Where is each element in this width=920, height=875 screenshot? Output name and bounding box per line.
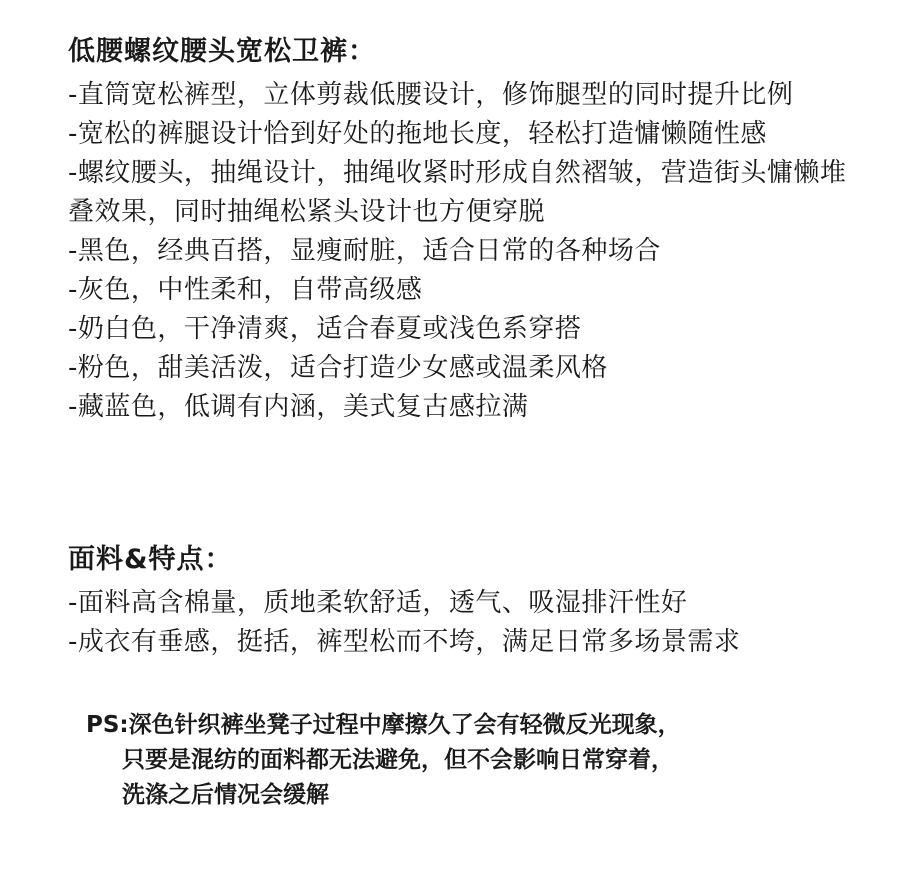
features-section bbox=[68, 34, 868, 427]
ps-note-line: 只要是混纺的面料都无法避免，但不会影响日常穿着， bbox=[122, 747, 674, 773]
features-list bbox=[68, 76, 868, 427]
ps-note bbox=[86, 708, 826, 813]
fabric-item: -面料高含棉量，质地柔软舒适，透气、吸湿排汗性好 bbox=[68, 588, 688, 618]
feature-item: -粉色，甜美活泼，适合打造少女感或温柔风格 bbox=[68, 353, 608, 383]
fabric-section bbox=[68, 542, 868, 662]
feature-item: -直筒宽松裤型，立体剪裁低腰设计，修饰腿型的同时提升比例 bbox=[68, 80, 794, 110]
feature-item: -黑色，经典百搭，显瘦耐脏，适合日常的各种场合 bbox=[68, 236, 661, 266]
fabric-list bbox=[68, 584, 868, 662]
feature-item: -宽松的裤腿设计恰到好处的拖地长度，轻松打造慵懒随性感 bbox=[68, 119, 767, 149]
feature-item: -螺纹腰头，抽绳设计，抽绳收紧时形成自然褶皱，营造街头慵懒堆叠效果，同时抽绳松紧头设计也方便穿脱 bbox=[68, 158, 847, 227]
feature-item: -灰色，中性柔和，自带高级感 bbox=[68, 275, 423, 305]
feature-item: -奶白色，干净清爽，适合春夏或浅色系穿搭 bbox=[68, 314, 582, 344]
fabric-title: 面料&特点： bbox=[68, 544, 233, 575]
ps-note-line: PS:深色针织裤坐凳子过程中摩擦久了会有轻微反光现象， bbox=[86, 712, 681, 738]
fabric-item: -成衣有垂感，挺括，裤型松而不垮，满足日常多场景需求 bbox=[68, 627, 741, 657]
features-title: 低腰螺纹腰头宽松卫裤： bbox=[68, 36, 376, 67]
feature-item: -藏蓝色，低调有内涵，美式复古感拉满 bbox=[68, 392, 529, 422]
ps-note-line: 洗涤之后情况会缓解 bbox=[122, 782, 329, 808]
